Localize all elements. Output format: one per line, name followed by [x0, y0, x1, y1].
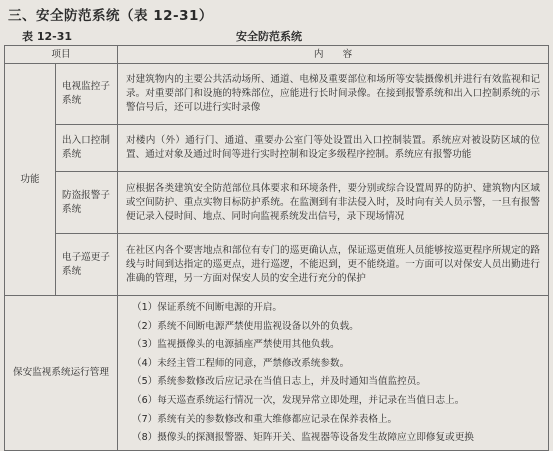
- table-header-row: [5, 46, 549, 64]
- subsystem-name: 电视监控子系统: [56, 64, 118, 125]
- table-row: [5, 296, 549, 451]
- list-item: （3）监视摄像头的电源插座严禁使用其他负载。: [132, 339, 340, 351]
- header-item: 项目: [5, 46, 118, 64]
- subsystem-name: 出入口控制系统: [56, 125, 118, 172]
- table-caption: [22, 28, 549, 44]
- list-item: （4）未经主管工程师的同意，严禁修改系统参数。: [132, 357, 350, 369]
- table-title: 安全防范系统: [236, 30, 302, 43]
- operations-label: 保安监视系统运行管理: [5, 296, 118, 451]
- subsystem-description: 在社区内各个要害地点和部位有专门的巡更确认点，保证巡更值班人员能够按巡更程序所规定的路线与时间到达指定的巡更点，进行巡逻，不能迟到，更不能绕道。一方面可以对保安人员出勤进行准确的管理，另一方面对保安人员的安全进行充分的保护: [118, 234, 549, 296]
- section-heading: 三、安全防范系统（表 12-31）: [8, 8, 213, 24]
- table-row: [5, 64, 549, 125]
- list-item: （1）保证系统不间断电源的开启。: [132, 302, 283, 313]
- table-row: [5, 172, 549, 234]
- list-item: （5）系统参数修改后应记录在当值日志上，并及时通知当值监控员。: [132, 376, 426, 388]
- list-item: （2）系统不间断电源严禁使用监视设备以外的负载。: [132, 320, 359, 332]
- subsystem-name: 防盗报警子系统: [56, 172, 118, 234]
- table-row: [5, 234, 549, 296]
- table-row: [5, 125, 549, 172]
- subsystem-description: 对建筑物内的主要公共活动场所、通道、电梯及重要部位和场所等安装摄像机并进行有效监视和记录。对重要部门和设施的特殊部位，应能进行长时间录像。在接到报警系统和出入口控制系统的示警信号后，还可以进行实时录像: [118, 64, 549, 125]
- header-content: 内 容: [118, 46, 549, 64]
- operations-list: [118, 296, 549, 451]
- subsystem-name: 电子巡更子系统: [56, 234, 118, 296]
- table-number: 表 12-31: [22, 30, 73, 43]
- function-label: 功能: [5, 64, 56, 296]
- subsystem-description: 对楼内（外）通行门、通道、重要办公室门等处设置出入口控制装置。系统应对被设防区域的位置、通过对象及通过时间等进行实时控制和设定多级程序控制。系统应有报警功能: [118, 125, 549, 172]
- list-item: （8）摄像头的探测报警器、矩阵开关、监视器等设备发生故障应立即修复或更换: [132, 432, 474, 444]
- subsystem-description: 应根据各类建筑安全防范部位具体要求和环境条件，要分别或综合设置周界的防护、建筑物内区域或空间防护、重点实物目标防护系统。在监测到有非法侵入时，及时向有关人员示警，一旦有报警便记录入侵时间、地点、同时向监视系统发出信号，录下现场情况: [118, 172, 549, 234]
- list-item: （7）系统有关的参数修改和重大维修都应记录在保养表格上。: [132, 413, 398, 425]
- security-system-table: [4, 45, 549, 451]
- list-item: （6）每天巡查系统运行情况一次，发现异常立即处理，并记录在当值日志上。: [132, 394, 465, 406]
